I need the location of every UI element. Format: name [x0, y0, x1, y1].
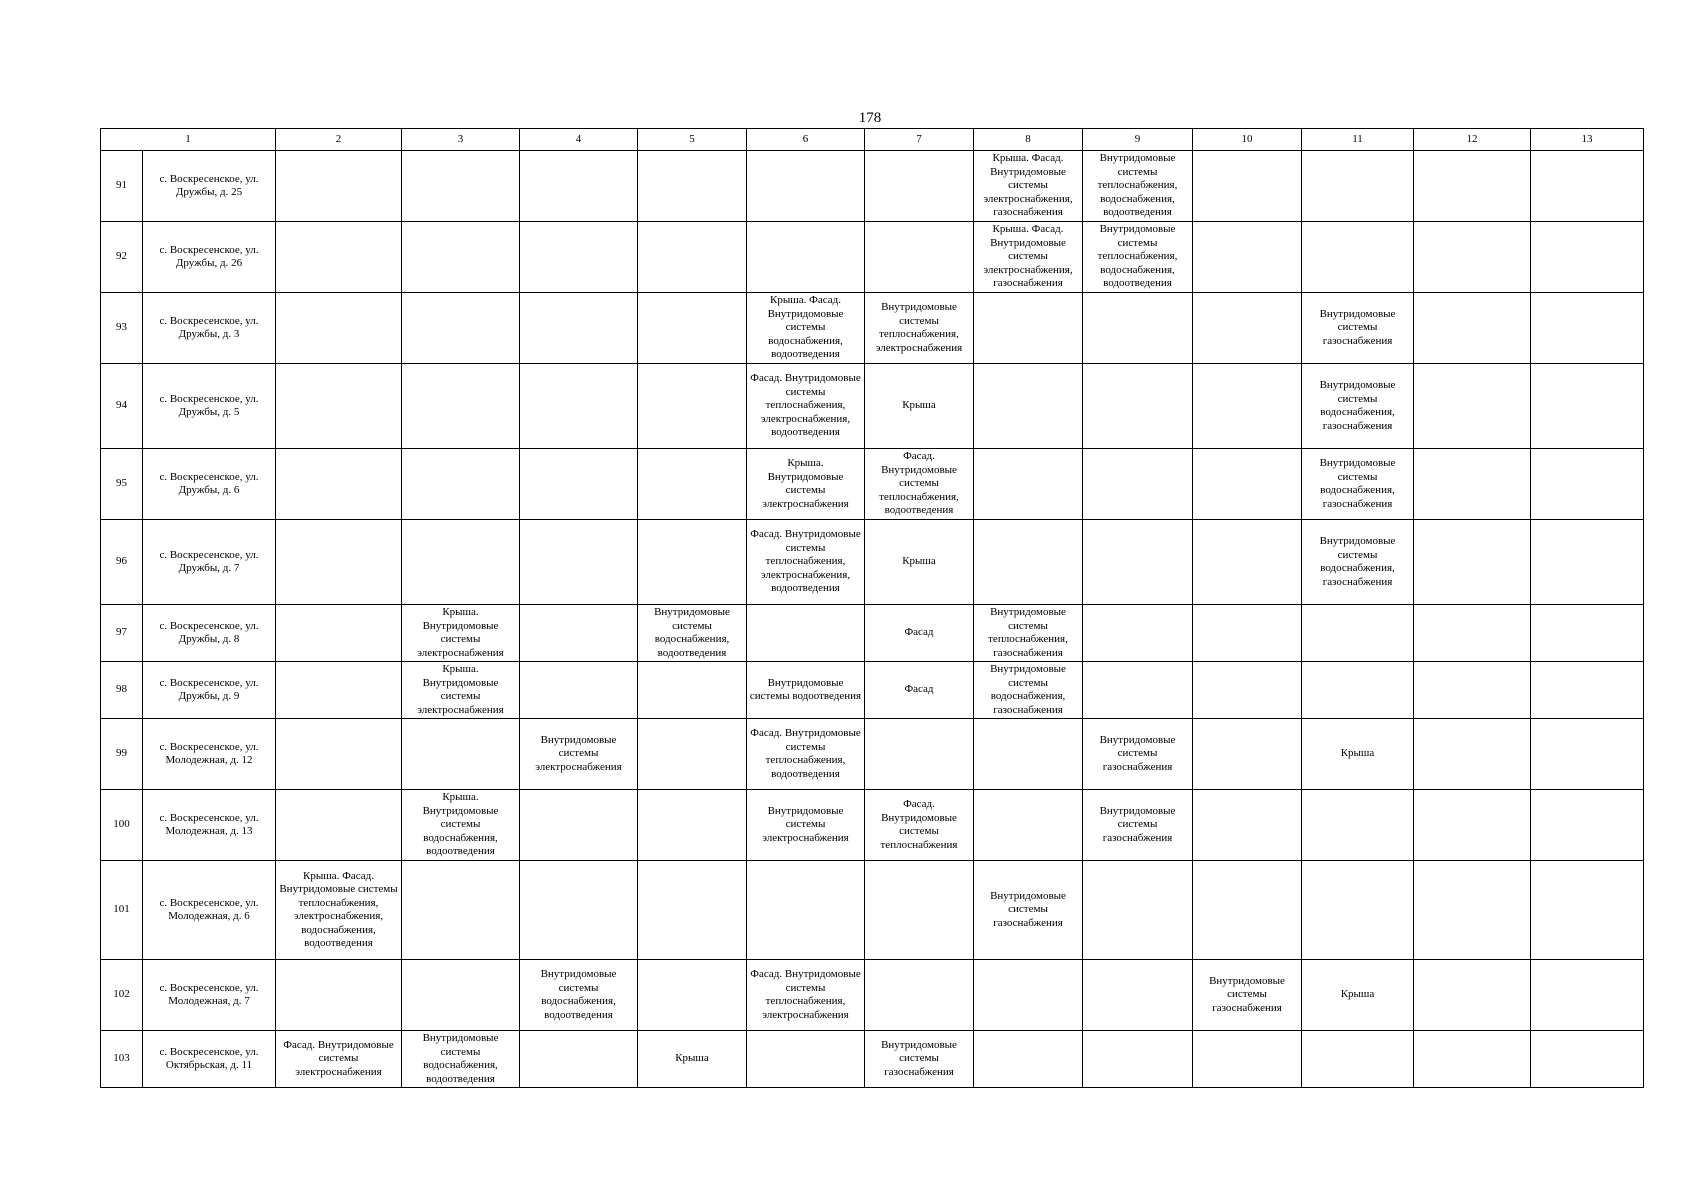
work-cell-3: Крыша. Внутридомовые системы электроснабжения — [402, 605, 520, 662]
table-row — [101, 293, 1644, 364]
work-cell-5 — [638, 364, 747, 449]
work-cell-5: Внутридомовые системы водоснабжения, водоотведения — [638, 605, 747, 662]
column-header-5: 5 — [638, 129, 747, 151]
work-cell-3 — [402, 449, 520, 520]
work-cell-12 — [1414, 960, 1531, 1031]
work-cell-3 — [402, 222, 520, 293]
work-cell-3: Крыша. Внутридомовые системы водоснабжения, водоотведения — [402, 790, 520, 861]
work-cell-4 — [520, 364, 638, 449]
work-cell-13 — [1531, 520, 1644, 605]
work-cell-2 — [276, 364, 402, 449]
work-cell-8 — [974, 790, 1083, 861]
work-cell-13 — [1531, 293, 1644, 364]
work-cell-5 — [638, 790, 747, 861]
work-cell-6: Внутридомовые системы водоотведения — [747, 662, 865, 719]
address-cell: с. Воскресенское, ул. Дружбы, д. 6 — [143, 449, 276, 520]
column-header-6: 6 — [747, 129, 865, 151]
work-cell-8: Крыша. Фасад. Внутридомовые системы электроснабжения, газоснабжения — [974, 222, 1083, 293]
work-cell-4 — [520, 790, 638, 861]
table-row — [101, 605, 1644, 662]
work-cell-8: Внутридомовые системы газоснабжения — [974, 861, 1083, 960]
work-cell-10 — [1193, 520, 1302, 605]
table-row — [101, 1031, 1644, 1088]
work-cell-5 — [638, 719, 747, 790]
work-cell-11 — [1302, 222, 1414, 293]
row-number-cell: 97 — [101, 605, 143, 662]
address-cell: с. Воскресенское, ул. Молодежная, д. 6 — [143, 861, 276, 960]
row-number-cell: 93 — [101, 293, 143, 364]
row-number-cell: 96 — [101, 520, 143, 605]
work-cell-10 — [1193, 861, 1302, 960]
table-row — [101, 222, 1644, 293]
work-cell-6 — [747, 861, 865, 960]
work-cell-6: Внутридомовые системы электроснабжения — [747, 790, 865, 861]
work-cell-7 — [865, 861, 974, 960]
row-number-cell: 94 — [101, 364, 143, 449]
work-cell-3 — [402, 861, 520, 960]
work-cell-7 — [865, 151, 974, 222]
work-cell-11 — [1302, 790, 1414, 861]
row-number-cell: 102 — [101, 960, 143, 1031]
work-cell-12 — [1414, 1031, 1531, 1088]
column-header-8: 8 — [974, 129, 1083, 151]
work-cell-7: Крыша — [865, 364, 974, 449]
work-cell-11 — [1302, 151, 1414, 222]
address-cell: с. Воскресенское, ул. Дружбы, д. 3 — [143, 293, 276, 364]
work-cell-4 — [520, 449, 638, 520]
work-cell-7 — [865, 222, 974, 293]
work-cell-7: Крыша — [865, 520, 974, 605]
work-cell-13 — [1531, 790, 1644, 861]
work-cell-10 — [1193, 605, 1302, 662]
work-cell-13 — [1531, 960, 1644, 1031]
work-cell-5 — [638, 960, 747, 1031]
row-number-cell: 99 — [101, 719, 143, 790]
work-cell-4 — [520, 151, 638, 222]
work-cell-6 — [747, 605, 865, 662]
work-cell-3 — [402, 960, 520, 1031]
work-cell-6 — [747, 151, 865, 222]
work-cell-2 — [276, 960, 402, 1031]
work-cell-2 — [276, 790, 402, 861]
work-cell-7: Внутридомовые системы газоснабжения — [865, 1031, 974, 1088]
repair-schedule-table — [100, 128, 1644, 1088]
work-cell-5 — [638, 222, 747, 293]
work-cell-11: Внутридомовые системы газоснабжения — [1302, 293, 1414, 364]
work-cell-10 — [1193, 719, 1302, 790]
work-cell-8 — [974, 719, 1083, 790]
column-header-7: 7 — [865, 129, 974, 151]
row-number-cell: 95 — [101, 449, 143, 520]
work-cell-9 — [1083, 960, 1193, 1031]
work-cell-4: Внутридомовые системы водоснабжения, водоотведения — [520, 960, 638, 1031]
work-cell-10 — [1193, 662, 1302, 719]
work-cell-9: Внутридомовые системы теплоснабжения, водоснабжения, водоотведения — [1083, 151, 1193, 222]
work-cell-11: Крыша — [1302, 719, 1414, 790]
work-cell-7: Фасад — [865, 662, 974, 719]
table-row — [101, 719, 1644, 790]
work-cell-4 — [520, 520, 638, 605]
work-cell-2 — [276, 662, 402, 719]
work-cell-7 — [865, 960, 974, 1031]
table-row — [101, 151, 1644, 222]
work-cell-12 — [1414, 151, 1531, 222]
work-cell-12 — [1414, 861, 1531, 960]
work-cell-9 — [1083, 1031, 1193, 1088]
table-row — [101, 662, 1644, 719]
work-cell-12 — [1414, 719, 1531, 790]
work-cell-8: Крыша. Фасад. Внутридомовые системы электроснабжения, газоснабжения — [974, 151, 1083, 222]
work-cell-2 — [276, 605, 402, 662]
work-cell-5 — [638, 151, 747, 222]
work-cell-2: Крыша. Фасад. Внутридомовые системы теплоснабжения, электроснабжения, водоснабжения, водоотведения — [276, 861, 402, 960]
work-cell-5 — [638, 449, 747, 520]
work-cell-13 — [1531, 449, 1644, 520]
work-cell-3 — [402, 520, 520, 605]
work-cell-13 — [1531, 151, 1644, 222]
work-cell-5 — [638, 520, 747, 605]
column-header-2: 2 — [276, 129, 402, 151]
work-cell-12 — [1414, 293, 1531, 364]
work-cell-10: Внутридомовые системы газоснабжения — [1193, 960, 1302, 1031]
row-number-cell: 91 — [101, 151, 143, 222]
work-cell-12 — [1414, 222, 1531, 293]
address-cell: с. Воскресенское, ул. Молодежная, д. 7 — [143, 960, 276, 1031]
work-cell-4 — [520, 222, 638, 293]
work-cell-13 — [1531, 861, 1644, 960]
work-cell-13 — [1531, 662, 1644, 719]
column-header-3: 3 — [402, 129, 520, 151]
header-row — [101, 129, 1644, 151]
row-number-cell: 101 — [101, 861, 143, 960]
work-cell-3 — [402, 719, 520, 790]
work-cell-4 — [520, 1031, 638, 1088]
work-cell-9 — [1083, 662, 1193, 719]
work-cell-9 — [1083, 861, 1193, 960]
work-cell-4: Внутридомовые системы электроснабжения — [520, 719, 638, 790]
work-cell-7 — [865, 719, 974, 790]
work-cell-10 — [1193, 1031, 1302, 1088]
work-cell-13 — [1531, 719, 1644, 790]
work-cell-8: Внутридомовые системы водоснабжения, газоснабжения — [974, 662, 1083, 719]
work-cell-3 — [402, 151, 520, 222]
work-cell-2 — [276, 151, 402, 222]
work-cell-11 — [1302, 662, 1414, 719]
work-cell-11 — [1302, 1031, 1414, 1088]
row-number-cell: 103 — [101, 1031, 143, 1088]
work-cell-7: Фасад. Внутридомовые системы теплоснабжения, водоотведения — [865, 449, 974, 520]
address-cell: с. Воскресенское, ул. Молодежная, д. 13 — [143, 790, 276, 861]
work-cell-13 — [1531, 1031, 1644, 1088]
column-header-13: 13 — [1531, 129, 1644, 151]
work-cell-11: Крыша — [1302, 960, 1414, 1031]
work-cell-11 — [1302, 861, 1414, 960]
table-row — [101, 861, 1644, 960]
work-cell-2 — [276, 719, 402, 790]
column-header-1: 1 — [101, 129, 276, 151]
work-cell-4 — [520, 605, 638, 662]
work-cell-2 — [276, 222, 402, 293]
work-cell-7: Внутридомовые системы теплоснабжения, электроснабжения — [865, 293, 974, 364]
work-cell-6: Фасад. Внутридомовые системы теплоснабжения, электроснабжения — [747, 960, 865, 1031]
work-cell-5 — [638, 293, 747, 364]
column-header-9: 9 — [1083, 129, 1193, 151]
column-header-10: 10 — [1193, 129, 1302, 151]
work-cell-3 — [402, 364, 520, 449]
column-header-4: 4 — [520, 129, 638, 151]
work-cell-8 — [974, 520, 1083, 605]
work-cell-3: Внутридомовые системы водоснабжения, водоотведения — [402, 1031, 520, 1088]
table-row — [101, 790, 1644, 861]
work-cell-10 — [1193, 151, 1302, 222]
work-cell-6: Фасад. Внутридомовые системы теплоснабжения, электроснабжения, водоотведения — [747, 520, 865, 605]
row-number-cell: 100 — [101, 790, 143, 861]
address-cell: с. Воскресенское, ул. Дружбы, д. 9 — [143, 662, 276, 719]
work-cell-12 — [1414, 449, 1531, 520]
work-cell-8 — [974, 364, 1083, 449]
column-header-11: 11 — [1302, 129, 1414, 151]
table-body — [101, 151, 1644, 1088]
row-number-cell: 92 — [101, 222, 143, 293]
work-cell-3: Крыша. Внутридомовые системы электроснабжения — [402, 662, 520, 719]
work-cell-9 — [1083, 364, 1193, 449]
table-row — [101, 364, 1644, 449]
work-cell-2 — [276, 449, 402, 520]
work-cell-7: Фасад — [865, 605, 974, 662]
work-cell-12 — [1414, 605, 1531, 662]
work-cell-9 — [1083, 520, 1193, 605]
work-cell-10 — [1193, 293, 1302, 364]
work-cell-11 — [1302, 605, 1414, 662]
work-cell-6: Крыша. Внутридомовые системы электроснабжения — [747, 449, 865, 520]
work-cell-7: Фасад. Внутридомовые системы теплоснабжения — [865, 790, 974, 861]
address-cell: с. Воскресенское, ул. Дружбы, д. 8 — [143, 605, 276, 662]
work-cell-2: Фасад. Внутридомовые системы электроснабжения — [276, 1031, 402, 1088]
work-cell-11: Внутридомовые системы водоснабжения, газоснабжения — [1302, 520, 1414, 605]
work-cell-9: Внутридомовые системы газоснабжения — [1083, 790, 1193, 861]
work-cell-9 — [1083, 449, 1193, 520]
work-cell-13 — [1531, 605, 1644, 662]
column-header-12: 12 — [1414, 129, 1531, 151]
work-cell-12 — [1414, 662, 1531, 719]
work-cell-10 — [1193, 222, 1302, 293]
work-cell-9: Внутридомовые системы теплоснабжения, водоснабжения, водоотведения — [1083, 222, 1193, 293]
work-cell-12 — [1414, 364, 1531, 449]
work-cell-8 — [974, 449, 1083, 520]
address-cell: с. Воскресенское, ул. Дружбы, д. 5 — [143, 364, 276, 449]
work-cell-8: Внутридомовые системы теплоснабжения, газоснабжения — [974, 605, 1083, 662]
table-row — [101, 449, 1644, 520]
work-cell-8 — [974, 1031, 1083, 1088]
work-cell-9: Внутридомовые системы газоснабжения — [1083, 719, 1193, 790]
work-cell-4 — [520, 662, 638, 719]
address-cell: с. Воскресенское, ул. Молодежная, д. 12 — [143, 719, 276, 790]
work-cell-6 — [747, 222, 865, 293]
work-cell-10 — [1193, 449, 1302, 520]
work-cell-2 — [276, 520, 402, 605]
work-cell-9 — [1083, 293, 1193, 364]
work-cell-6: Крыша. Фасад. Внутридомовые системы водоснабжения, водоотведения — [747, 293, 865, 364]
work-cell-10 — [1193, 364, 1302, 449]
work-cell-5 — [638, 662, 747, 719]
work-cell-3 — [402, 293, 520, 364]
work-cell-4 — [520, 293, 638, 364]
table-row — [101, 520, 1644, 605]
work-cell-4 — [520, 861, 638, 960]
work-cell-8 — [974, 960, 1083, 1031]
work-cell-6 — [747, 1031, 865, 1088]
work-cell-6: Фасад. Внутридомовые системы теплоснабжения, электроснабжения, водоотведения — [747, 364, 865, 449]
address-cell: с. Воскресенское, ул. Дружбы, д. 25 — [143, 151, 276, 222]
work-cell-11: Внутридомовые системы водоснабжения, газоснабжения — [1302, 364, 1414, 449]
address-cell: с. Воскресенское, ул. Дружбы, д. 26 — [143, 222, 276, 293]
work-cell-6: Фасад. Внутридомовые системы теплоснабжения, водоотведения — [747, 719, 865, 790]
page-number: 178 — [858, 110, 882, 126]
work-cell-5 — [638, 861, 747, 960]
work-cell-8 — [974, 293, 1083, 364]
work-cell-12 — [1414, 790, 1531, 861]
address-cell: с. Воскресенское, ул. Октябрьская, д. 11 — [143, 1031, 276, 1088]
work-cell-13 — [1531, 222, 1644, 293]
work-cell-13 — [1531, 364, 1644, 449]
work-cell-11: Внутридомовые системы водоснабжения, газоснабжения — [1302, 449, 1414, 520]
work-cell-9 — [1083, 605, 1193, 662]
work-cell-12 — [1414, 520, 1531, 605]
work-cell-2 — [276, 293, 402, 364]
row-number-cell: 98 — [101, 662, 143, 719]
work-cell-5: Крыша — [638, 1031, 747, 1088]
address-cell: с. Воскресенское, ул. Дружбы, д. 7 — [143, 520, 276, 605]
table-row — [101, 960, 1644, 1031]
work-cell-10 — [1193, 790, 1302, 861]
